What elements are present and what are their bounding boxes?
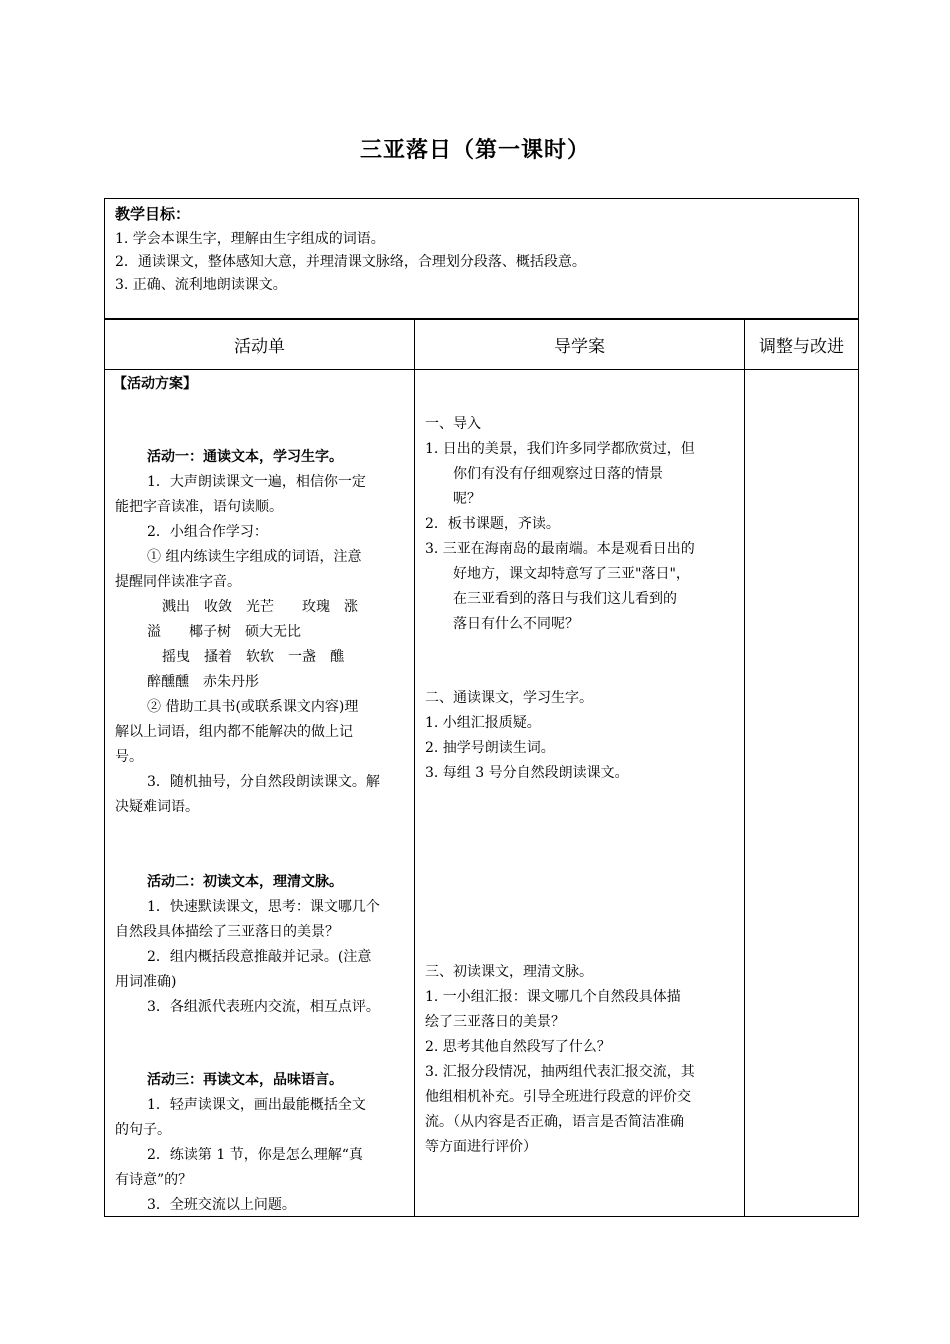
guide-section-1: 一、导入 bbox=[425, 416, 481, 432]
activity-1-step-2-1: ① 组内练读生字组成的词语，注意 bbox=[147, 549, 362, 565]
activity-column bbox=[104, 369, 415, 1217]
goal-item: 3. 正确、流利地朗读课文。 bbox=[115, 277, 287, 293]
activity-1-step-2: 2．小组合作学习： bbox=[147, 524, 268, 540]
guide-item-cont: 等方面进行评价） bbox=[425, 1139, 537, 1155]
activity-1-step-1: 1．大声朗读课文一遍，相信你一定 bbox=[147, 474, 366, 490]
vocab-line: 醉醺醺 赤朱丹彤 bbox=[147, 674, 259, 690]
activity-1-step-3-cont: 决疑难词语。 bbox=[115, 799, 199, 815]
guide-item-cont: 他组相机补充。引导全班进行段意的评价交 bbox=[425, 1089, 691, 1105]
activity-2-title: 活动二：初读文本，理清文脉。 bbox=[147, 874, 343, 890]
activity-1-step-1-cont: 能把字音读准，语句读顺。 bbox=[115, 499, 283, 515]
guide-section-2: 二、通读课文，学习生字。 bbox=[425, 690, 593, 706]
activity-1-step-2-2-cont: 解以上词语，组内都不能解决的做上记 bbox=[115, 724, 353, 740]
guide-item: 2. 抽学号朗读生词。 bbox=[425, 740, 555, 756]
activity-3-step-3: 3．全班交流以上问题。 bbox=[147, 1197, 296, 1213]
activity-1-step-2-1-cont: 提醒同伴读准字音。 bbox=[115, 574, 241, 590]
activity-1-title: 活动一：通读文本，学习生字。 bbox=[147, 449, 343, 465]
guide-item-cont: 在三亚看到的落日与我们这儿看到的 bbox=[453, 591, 677, 607]
vocab-line: 摇曳 搔着 软软 一盏 醮 bbox=[162, 649, 344, 665]
goal-item: 1. 学会本课生字，理解由生字组成的词语。 bbox=[115, 231, 385, 247]
header-adjust: 调整与改进 bbox=[744, 319, 859, 370]
guide-item: 1. 日出的美景，我们许多同学都欣赏过，但 bbox=[425, 441, 695, 457]
guide-item: 1. 小组汇报质疑。 bbox=[425, 715, 541, 731]
adjust-column bbox=[744, 369, 859, 1217]
header-activity: 活动单 bbox=[104, 319, 415, 370]
guide-section-3: 三、初读课文，理清文脉。 bbox=[425, 964, 593, 980]
guide-item: 2．板书课题，齐读。 bbox=[425, 516, 560, 532]
activity-3-step-1-cont: 的句子。 bbox=[115, 1122, 171, 1138]
activity-3-step-2-cont: 有诗意”的？ bbox=[115, 1172, 193, 1188]
activity-1-step-3: 3．随机抽号，分自然段朗读课文。解 bbox=[147, 774, 380, 790]
activity-2-step-2: 2．组内概括段意推敲并记录。(注意 bbox=[147, 949, 372, 965]
guide-item-cont: 绘了三亚落日的美景？ bbox=[425, 1014, 565, 1030]
page-title: 三亚落日（第一课时） bbox=[359, 138, 590, 163]
activity-3-step-1: 1．轻声读课文，画出最能概括全文 bbox=[147, 1097, 366, 1113]
activity-1-step-2-2-cont: 号。 bbox=[115, 749, 143, 765]
guide-item-cont: 呢？ bbox=[453, 491, 481, 507]
activity-1-step-2-2: ② 借助工具书(或联系课文内容)理 bbox=[147, 699, 359, 715]
vocab-line: 溢 椰子树 硕大无比 bbox=[147, 624, 301, 640]
vocab-line: 溅出 收敛 光芒 玫瑰 涨 bbox=[162, 599, 358, 615]
guide-item-cont: 落日有什么不同呢？ bbox=[453, 616, 579, 632]
activity-2-step-1: 1．快速默读课文，思考：课文哪几个 bbox=[147, 899, 380, 915]
teaching-goals-box bbox=[104, 198, 859, 319]
activity-plan-label: 【活动方案】 bbox=[113, 376, 197, 392]
guide-item: 2. 思考其他自然段写了什么？ bbox=[425, 1039, 611, 1055]
guide-column bbox=[414, 369, 745, 1217]
teaching-goals-heading: 教学目标： bbox=[115, 205, 191, 223]
guide-item: 3. 每组 3 号分自然段朗读课文。 bbox=[425, 765, 629, 781]
guide-item-cont: 好地方，课文却特意写了三亚"落日"， bbox=[453, 566, 690, 582]
guide-item: 3. 汇报分段情况，抽两组代表汇报交流，其 bbox=[425, 1064, 695, 1080]
header-guide: 导学案 bbox=[414, 319, 745, 370]
activity-3-step-2: 2．练读第 1 节，你是怎么理解“真 bbox=[147, 1147, 363, 1163]
guide-item: 3. 三亚在海南岛的最南端。本是观看日出的 bbox=[425, 541, 695, 557]
goal-item: 2．通读课文，整体感知大意，并理清课文脉络，合理划分段落、概括段意。 bbox=[115, 254, 586, 270]
activity-2-step-3: 3．各组派代表班内交流，相互点评。 bbox=[147, 999, 380, 1015]
activity-2-step-1-cont: 自然段具体描绘了三亚落日的美景？ bbox=[115, 924, 339, 940]
activity-3-title: 活动三：再读文本，品味语言。 bbox=[147, 1072, 343, 1088]
activity-2-step-2-cont: 用词准确) bbox=[115, 974, 177, 990]
guide-item-cont: 你们有没有仔细观察过日落的情景 bbox=[453, 466, 663, 482]
guide-item: 1. 一小组汇报：课文哪几个自然段具体描 bbox=[425, 989, 681, 1005]
guide-item-cont: 流。（从内容是否正确，语言是否简洁准确 bbox=[425, 1114, 684, 1130]
